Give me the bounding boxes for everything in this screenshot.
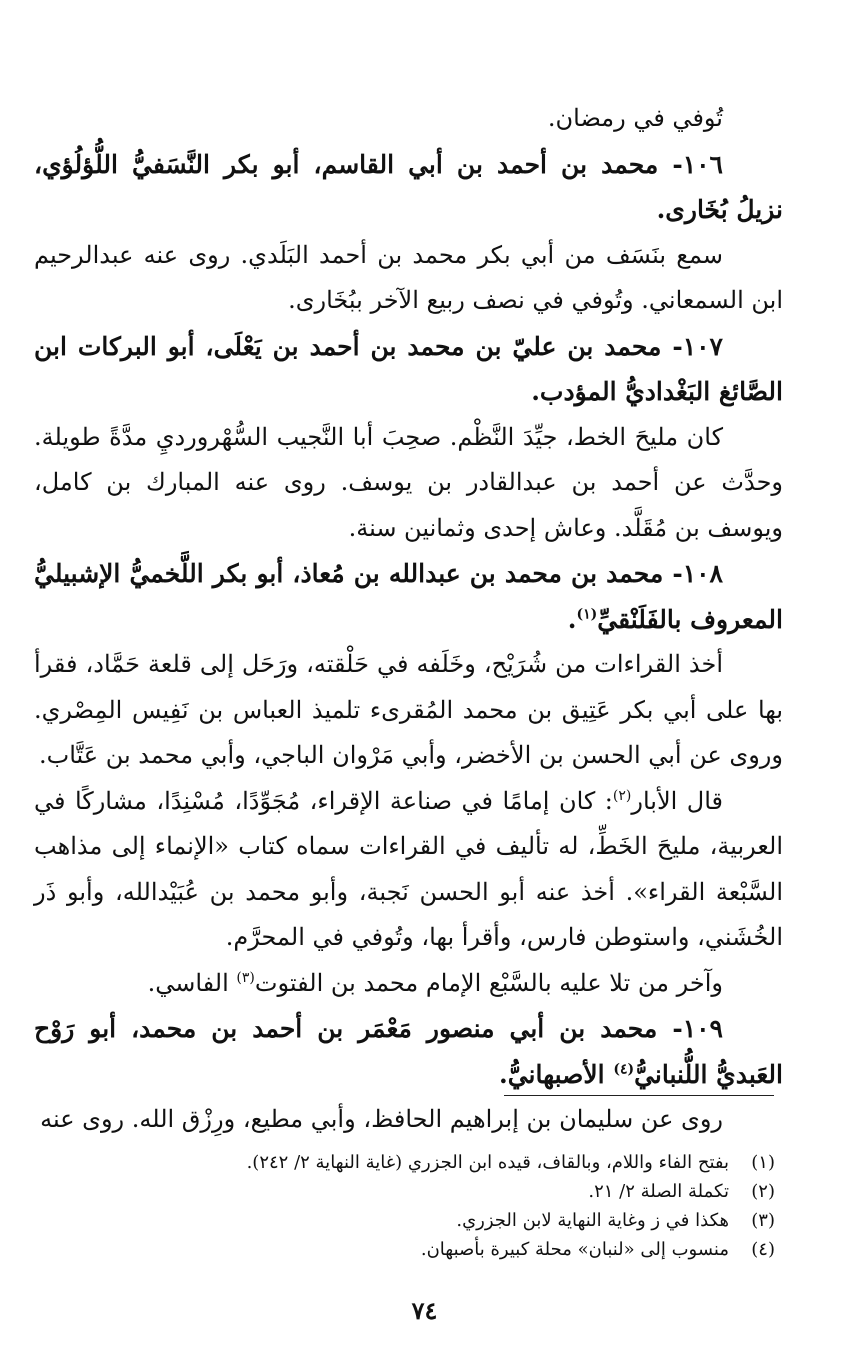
entry-107-text: كان مليحَ الخط، جيِّدَ النَّظْم. صحِبَ أبا النَّجيب السُّهْرورديِ مدَّةً طويلة. وحدَّث عن أحمد بن عبدالقادر بن يوسف. روى عنه المبارك بن كامل، ويوسف بن مُقَلَّد. وعاش إحدى وثمانين سنة.: [34, 422, 784, 542]
footnote-ref-1[interactable]: (١): [576, 606, 598, 623]
entry-108-text-2b: : كان إمامًا في صناعة الإقراء، مُجَوِّدًا، مُسْنِدًا، مشاركًا في العربية، مليحَ الخَطِّ، له تأليف في القراءات سماه كتاب «الإنماء إلى مذاهب السَّبْعة القراء». أخذ عنه أبو الحسن نَجبة، وأبو محمد بن عُبَيْدالله، وأبو ذَر الخُشَني، واستوطن فارس، وأقرأ بها، وتُوفي في المحرَّم.: [34, 786, 783, 951]
entry-106-text: سمع بنَسَف من أبي بكر محمد بن أحمد البَلَدي. روى عنه عبدالرحيم ابن السمعاني. وتُوفي في نصف ربيع الآخر ببُخَارى.: [34, 240, 783, 314]
entry-108-text-2a: قال الأبار: [631, 786, 723, 815]
entry-107-heading: ١٠٧- محمد بن عليّ بن محمد بن أحمد بن يَعْلَى، أبو البركات ابن الصَّائغ البَغْداديُّ المؤدب.: [34, 331, 783, 406]
entry-109-heading: [34, 1006, 783, 1097]
footnote-ref-2[interactable]: (٢): [612, 787, 632, 804]
entry-106-heading: ١٠٦- محمد بن أحمد بن أبي القاسم، أبو بكر النَّسَفيُّ اللُّؤلُؤي، نزيلُ بُخَارى.: [34, 149, 783, 224]
entry-109-text: روى عن سليمان بن إبراهيم الحافظ، وأبي مطيع، ورِزْق الله. روى عنه: [40, 1105, 723, 1133]
footnote-ref-3[interactable]: (٣): [236, 969, 255, 986]
entry-108-heading-text: ١٠٨- محمد بن محمد بن عبدالله بن مُعاذ، أبو بكر اللَّخميُّ الإشبيليُّ المعروف بالفَلَنْقيِّ: [34, 559, 783, 634]
footnote-divider: [504, 1095, 774, 1096]
footnote-item: [40, 1177, 775, 1206]
footnote-item: [40, 1235, 775, 1264]
entry-108-text-1: أخذ القراءات من شُرَيْح، وخَلَفه في حَلْقته، ورَحَل إلى قلعة حَمَّاد، فقرأ بها على أبي بكر عَتِيق بن محمد المُقرىء تلميذ العباس بن نَفِيس المِصْري. وروى عن أبي الحسن بن الأخضر، وأبي مَرْوان الباجي، وأبي محمد بن عَتَّاب.: [34, 650, 783, 769]
footnote-number: (٢): [751, 1181, 775, 1202]
footnote-text: منسوب إلى «لنبان» محلة كبيرة بأصبهان.: [420, 1239, 729, 1260]
entry-108-text-3a: وآخر من تلا عليه بالسَّبْع الإمام محمد بن الفتوت: [254, 968, 723, 997]
footnote-text: بفتح الفاء واللام، وبالقاف، قيده ابن الجزري (غاية النهاية ٢/ ٢٤٢).: [246, 1152, 729, 1173]
entry-108-text-3b: الفاسي.: [147, 968, 237, 997]
footnotes: [40, 1148, 775, 1264]
entry-108-text-3: [34, 961, 783, 1007]
footnote-text: هكذا في ز وغاية النهاية لابن الجزري.: [456, 1210, 729, 1231]
footnote-number: (٣): [751, 1210, 775, 1231]
entry-108-heading: [34, 551, 783, 642]
main-text: [34, 96, 783, 1143]
footnote-item: [40, 1148, 775, 1177]
footnote-number: (١): [751, 1152, 775, 1173]
footnote-item: [40, 1206, 775, 1235]
entry-108-text-2: [34, 779, 783, 961]
entry-109-heading-b: الأصبهانيُّ.: [498, 1059, 614, 1089]
page-number: ٧٤: [411, 1296, 438, 1325]
footnote-number: (٤): [751, 1239, 775, 1260]
footnote-ref-4[interactable]: (٤): [613, 1061, 635, 1078]
entry-109-heading-a: ١٠٩- محمد بن أبي منصور مَعْمَر بن أحمد بن محمد، أبو رَوْح العَبديُّ اللُّنبانيُّ: [34, 1014, 783, 1089]
paragraph: تُوفي في رمضان.: [547, 104, 723, 132]
footnote-text: تكملة الصلة ٢/ ٢١.: [588, 1181, 729, 1202]
entry-108-heading-end: .: [567, 604, 577, 634]
